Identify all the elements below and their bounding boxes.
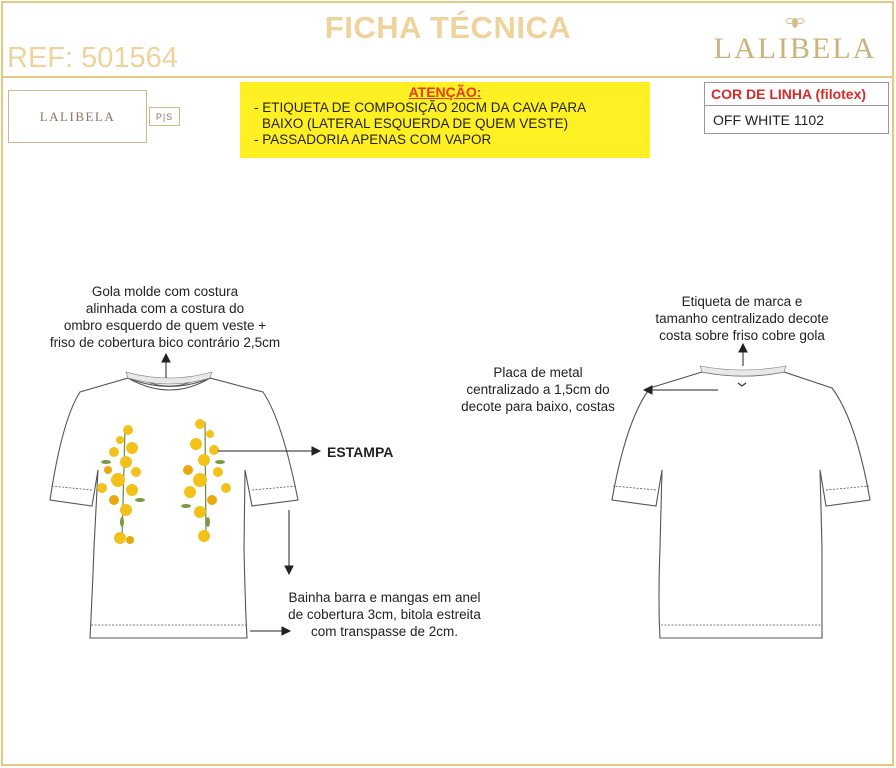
attention-line: - PASSADORIA APENAS COM VAPOR: [254, 132, 492, 147]
size-badge: P|S: [149, 107, 180, 126]
note-line: tamanho centralizado decote: [655, 311, 829, 326]
attention-line: BAIXO (LATERAL ESQUERDA DE QUEM VESTE): [262, 116, 569, 131]
print-label: ESTAMPA: [327, 444, 394, 460]
back-tshirt: [612, 372, 870, 638]
attention-line: - ETIQUETA DE COMPOSIÇÃO 20CM DA CAVA PARA: [254, 100, 587, 115]
front-tshirt: [50, 376, 298, 638]
note-line: decote para baixo, costas: [461, 399, 615, 414]
note-line: alinhada com a costura do: [85, 301, 245, 316]
page-title: FICHA TÉCNICA: [324, 10, 572, 45]
thread-heading: COR DE LINHA (filotex): [705, 83, 888, 106]
note-line: costa sobre friso cobre gola: [659, 328, 825, 343]
note-line: com transpasse de 2cm.: [310, 624, 459, 639]
metal-plate-note: [443, 364, 633, 415]
note-line: Etiqueta de marca e: [681, 294, 803, 309]
note-line: de cobertura 3cm, bitola estreita: [288, 607, 481, 622]
label-wordmark: LALIBELA: [39, 108, 116, 124]
note-line: ombro esquerdo de quem veste +: [63, 318, 267, 333]
note-line: Placa de metal: [493, 365, 583, 380]
note-line: centralizado a 1,5cm do: [466, 382, 610, 397]
attention-heading: ATENÇÃO:: [408, 84, 482, 100]
note-line: Gola molde com costura: [91, 284, 239, 299]
reference-code: REF: 501564: [7, 42, 178, 74]
note-line: friso de cobertura bico contrário 2,5cm: [49, 335, 281, 350]
thread-value: OFF WHITE 1102: [713, 112, 824, 128]
brand-label-note: [632, 293, 852, 344]
collar-note: [40, 283, 290, 351]
hem-note: [267, 589, 502, 640]
note-line: Bainha barra e mangas em anel: [288, 590, 481, 605]
brand-wordmark: LALIBELA: [713, 32, 877, 65]
